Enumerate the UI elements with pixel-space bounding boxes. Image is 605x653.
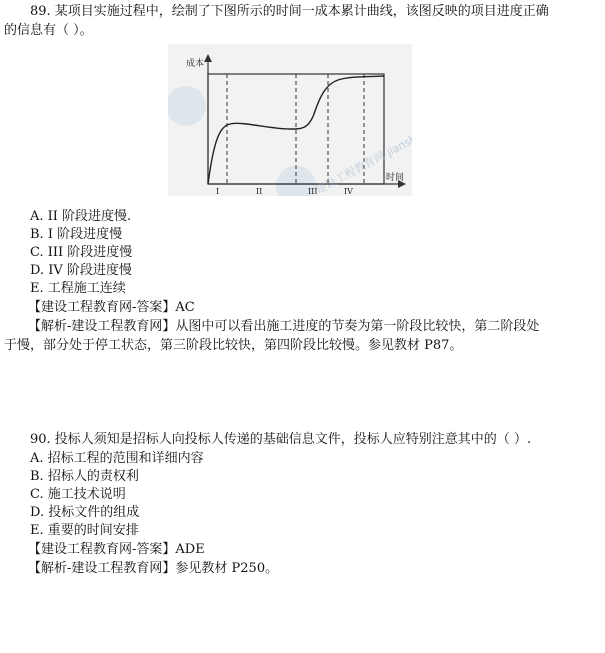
q89-option-a: A. II 阶段进度慢. [30, 209, 132, 224]
time-cost-curve-figure [168, 44, 412, 196]
x-axis-label: 时间 [386, 173, 405, 183]
q89-stem-line1: 89. 某项目实施过程中，绘制了下图所示的时间一成本累计曲线，该图反映的项目进度正确 [30, 4, 549, 19]
q89-analysis-line2: 于慢，部分处于停工状态，第三阶段比较快，第四阶段比较慢。参见教材 P87。 [4, 338, 463, 353]
q89-option-c: C. III 阶段进度慢 [30, 245, 133, 260]
stage-label-3: III [308, 187, 318, 196]
q89-analysis-line1: 【解析-建设工程教育网】从图中可以看出施工进度的节奏为第一阶段比较快，第二阶段处 [28, 319, 540, 334]
q90-option-d: D. 投标文件的组成 [30, 505, 140, 520]
q89-answer: 【建设工程教育网-答案】AC [28, 300, 195, 315]
stage-label-4: IV [344, 187, 353, 196]
q90-option-c: C. 施工技术说明 [30, 487, 126, 502]
stage-label-1: I [216, 187, 220, 196]
q89-option-d: D. IV 阶段进度慢 [30, 263, 132, 278]
q90-stem: 90. 投标人须知是招标人向投标人传递的基础信息文件，投标人应特别注意其中的（ ）. [30, 432, 532, 447]
q89-stem-line2: 的信息有（ ）。 [4, 23, 93, 38]
q90-analysis: 【解析-建设工程教育网】参见教材 P250。 [28, 561, 279, 576]
q90-option-a: A. 招标工程的范围和详细内容 [30, 451, 204, 466]
q89-option-b: B. I 阶段进度慢 [30, 227, 123, 242]
stage-label-2: II [256, 187, 263, 196]
q90-option-b: B. 招标人的责权利 [30, 469, 139, 484]
q89-option-e: E. 工程施工连续 [30, 281, 126, 296]
y-axis-label: 成本 [186, 59, 205, 69]
q90-answer: 【建设工程教育网-答案】ADE [28, 542, 205, 557]
q90-option-e: E. 重要的时间安排 [30, 523, 139, 538]
